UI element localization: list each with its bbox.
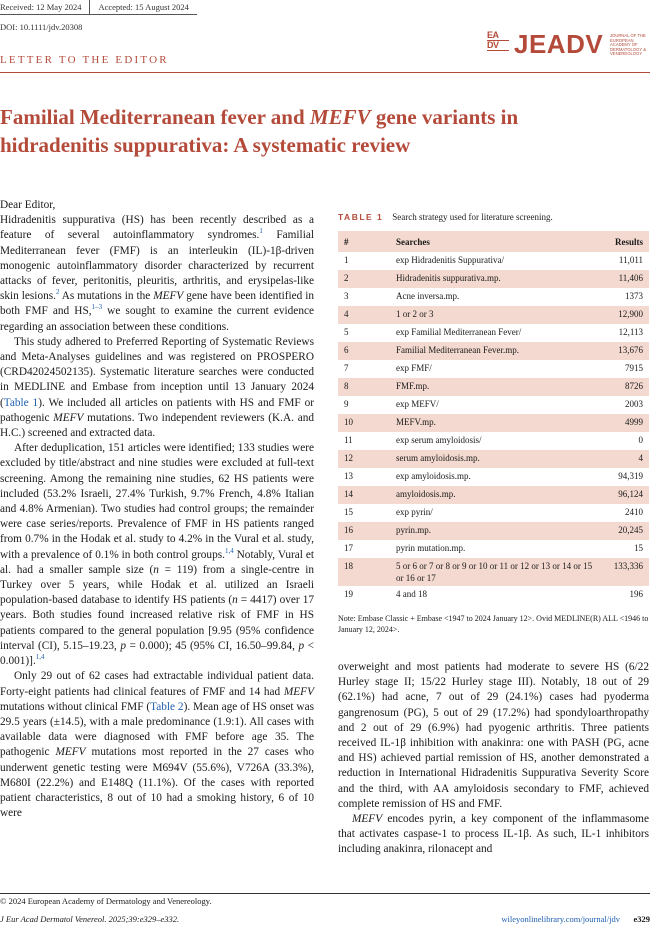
row-search: exp Hidradenitis Suppurativa/ [396,255,504,265]
table-row [338,432,649,450]
row-result: 20,245 [608,522,649,540]
left-column [0,198,314,821]
table-row [338,252,649,270]
row-number: 13 [344,471,353,481]
row-number: 3 [344,291,349,301]
received-date: Received: 12 May 2024 [0,0,89,15]
row-result: 7915 [625,363,643,373]
table-row [338,504,649,522]
row-result: 133,336 [608,558,649,586]
table-row [338,486,649,504]
section-divider [0,72,650,73]
search-strategy-table [338,231,649,604]
row-number: 17 [344,543,353,553]
section-label: LETTER TO THE EDITOR [0,54,169,66]
salutation: Dear Editor, [0,199,56,211]
jeadv-logo [487,31,647,61]
row-search: exp FMF/ [396,363,432,373]
table-row [338,450,649,468]
row-search: exp MEFV/ [396,399,439,409]
table-row [338,360,649,378]
paragraph: This study adhered to Preferred Reporting of Systematic Reviews and Meta-Analyses guidelines and was registered on PROSPERO (CRD42024502135). Systematic literature searches were conducted in MEDLINE and Embase from inception until 13 January 2024 (Table 1). We included all articles on patients with HS and FMF or pathogenic MEFV mutations. Two independent reviewers (K.A. and H.C.) screened and extracted data. [0,335,315,440]
row-search: exp pyrin/ [396,507,433,517]
doi: DOI: 10.1111/jdv.20308 [0,22,83,32]
row-result: 94,319 [618,471,643,481]
row-number: 10 [338,414,390,432]
table-row [338,414,649,432]
table-row [338,378,649,396]
row-number: 5 [344,327,349,337]
row-number: 19 [344,589,353,599]
row-result: 13,676 [608,342,649,360]
table-row [338,522,649,540]
row-search: FMF.mp. [390,378,608,396]
row-result: 2003 [625,399,643,409]
table-row [338,396,649,414]
table-row [338,558,649,586]
table-row [338,270,649,288]
col-searches: Searches [390,231,608,252]
table-row [338,540,649,558]
row-number: 1 [344,255,349,265]
row-search: exp amyloidosis.mp. [396,471,471,481]
row-search: 5 or 6 or 7 or 8 or 9 or 10 or 11 or 12 or 13 or 14 or 15 or 16 or 17 [390,558,608,586]
row-search: Hidradenitis suppurativa.mp. [390,270,608,288]
row-search: serum amyloidosis.mp. [390,450,608,468]
row-number: 16 [338,522,390,540]
table-row [338,342,649,360]
col-results: Results [608,231,649,252]
row-search: Familial Mediterranean Fever.mp. [390,342,608,360]
paragraph: Only 29 out of 62 cases had extractable individual patient data. Forty-eight patients had clinical features of FMF and 14 had MEFV mutations without clinical FMF (Table 2). Mean age of HS onset was 29.5 years (±14.5), with a male predominance (1.9:1). All cases with available data were diagnosed with FMF before age 35. The pathogenic MEFV mutations most reported in the 27 cases who underwent genetic testing were M694V (55.6%), V726A (33.3%), M680I (22.2%) and E148Q (11.1%). Of the cases with reported patient characteristics, 8 out of 10 had a smoking history, 6 of 10 were [0,670,314,820]
row-result: 2410 [625,507,643,517]
eadv-mark-icon: EA DV [487,31,509,59]
row-number: 18 [338,558,390,586]
row-result: 11,011 [618,255,643,265]
logo-tagline: JOURNAL OF THE EUROPEAN ACADEMY OF DERMATOLOGY & VENEREOLOGY [610,33,647,57]
table-row [338,324,649,342]
row-number: 7 [344,363,349,373]
row-search: pyrin.mp. [390,522,608,540]
row-number: 8 [338,378,390,396]
table-row [338,586,649,604]
journal-url-link[interactable]: wileyonlinelibrary.com/journal/jdv [501,914,620,924]
row-result: 0 [638,435,643,445]
row-search: pyrin mutation.mp. [396,543,466,553]
row-number: 11 [344,435,353,445]
row-result: 12,900 [608,306,649,324]
table-row [338,468,649,486]
right-column [338,660,649,858]
page-number: e329 [633,914,650,924]
row-number: 14 [338,486,390,504]
row-number: 12 [338,450,390,468]
footer-divider [0,893,650,894]
paragraph: overweight and most patients had moderate to severe HS (6/22 Hurley stage II; 15/22 Hurley stage III). Notably, 18 out of 29 (62.1%) had acne, 7 out of 29 (24.1%) cases had pyoderma gangrenosum (PG), 5 out of 29 (17.2%) had spondyloarthropathy and 2 out of 29 (6.9%) had pyogenic arthritis. Three patients received IL-1β inhibition with anakinra: one with PASH (PG, acne and HS) achieved partial remission of HS, another demonstrated a reduction in International Hidradenitis Suppurativa Severity Score and the third, with AA amyloidosis secondary to FMF, achieved complete remission of HS and FMF. [338,661,649,810]
row-result: 196 [629,589,643,599]
row-search: exp serum amyloidosis/ [396,435,482,445]
row-result: 8726 [608,378,649,396]
table-header-row [338,231,649,252]
row-search: amyloidosis.mp. [390,486,608,504]
journal-citation: J Eur Acad Dermatol Venereol. 2025;39:e329–e332. [0,914,180,924]
row-number: 4 [338,306,390,324]
row-search: Acne inversa.mp. [396,291,460,301]
received-accepted-line [0,0,197,15]
row-result: 11,406 [608,270,649,288]
table-caption: TABLE 1 Search strategy used for literature screening. [338,212,553,222]
paragraph: Hidradenitis suppurativa (HS) has been recently described as a feature of several autoinflammatory syndromes.$^1$ Familial Mediterranean fever (FMF) is an interleukin (IL)-1β-driven monogenic autoinflammatory disorder characterized by recurrent attacks of fever, peritonitis, pleuritis, arthritis, and erysipelas-like skin lesions.$^2$ As mutations in the MEFV gene have been identified in both FMF and HS,$^{1-3}$ we sought to examine the current evidence regarding an association between these conditions. [0,214,314,333]
row-search: exp Familial Mediterranean Fever/ [396,327,522,337]
table-row [338,288,649,306]
row-search: MEFV.mp. [390,414,608,432]
row-result: 12,113 [618,327,643,337]
col-number: # [338,231,390,252]
paragraph: MEFV encodes pyrin, a key component of the inflammasome that activates caspase-1 to process IL-1β. As such, IL-1 inhibitors including anakinra, rilonacept and [338,813,649,856]
row-result: 4 [608,450,649,468]
article-title: Familial Mediterranean fever and MEFV gene variants in hidradenitis suppurativa: A systematic review [0,105,519,157]
row-search: 4 and 18 [396,589,427,599]
row-search: 1 or 2 or 3 [390,306,608,324]
row-number: 6 [338,342,390,360]
row-number: 2 [338,270,390,288]
table-row [338,306,649,324]
table-note: Note: Embase Classic + Embase <1947 to 2024 January 12>. Ovid MEDLINE(R) ALL <1946 to January 12, 2024>. [338,614,649,634]
row-number: 9 [344,399,349,409]
row-result: 15 [634,543,643,553]
row-result: 1373 [625,291,643,301]
logo-wordmark: JEADV [514,29,604,59]
row-result: 4999 [608,414,649,432]
row-number: 15 [344,507,353,517]
footer [0,914,650,924]
paragraph: After deduplication, 151 articles were identified; 133 studies were excluded by title/abstract and nine studies were excluded at full-text screening. Among the remaining nine studies, 62 HS patients were included (53.2% Israeli, 27.4% Turkish, 9.7% French, 4.8% Italian and 4.8% Armenian). Two studies had control groups; the remainder were case series/reports. Prevalence of FMF in HS patients ranged from 0.7% in the Hodak et al. study to 4.2% in the Vural et al. study, with a prevalence of 0.1% in both control groups.$^{1,4}$ Notably, Vural et al. had a smaller sample size (n = 119) from a single-centre in Turkey over 5 years, while Hodak et al. utilized an Israeli population-based database to identify HS patients (n = 4417) over 17 years. Both studies found increased relative risk of FMF in HS patients compared to the general population [9.95 (95% confidence interval (CI), 5.15–19.23, p = 0.000); 45 (95% CI, 16.50–99.84, p < 0.001)].$^{1,4}$ [0,442,315,668]
accepted-date: Accepted: 15 August 2024 [89,0,196,15]
copyright: © 2024 European Academy of Dermatology and Venereology. [0,896,212,906]
row-result: 96,124 [608,486,649,504]
